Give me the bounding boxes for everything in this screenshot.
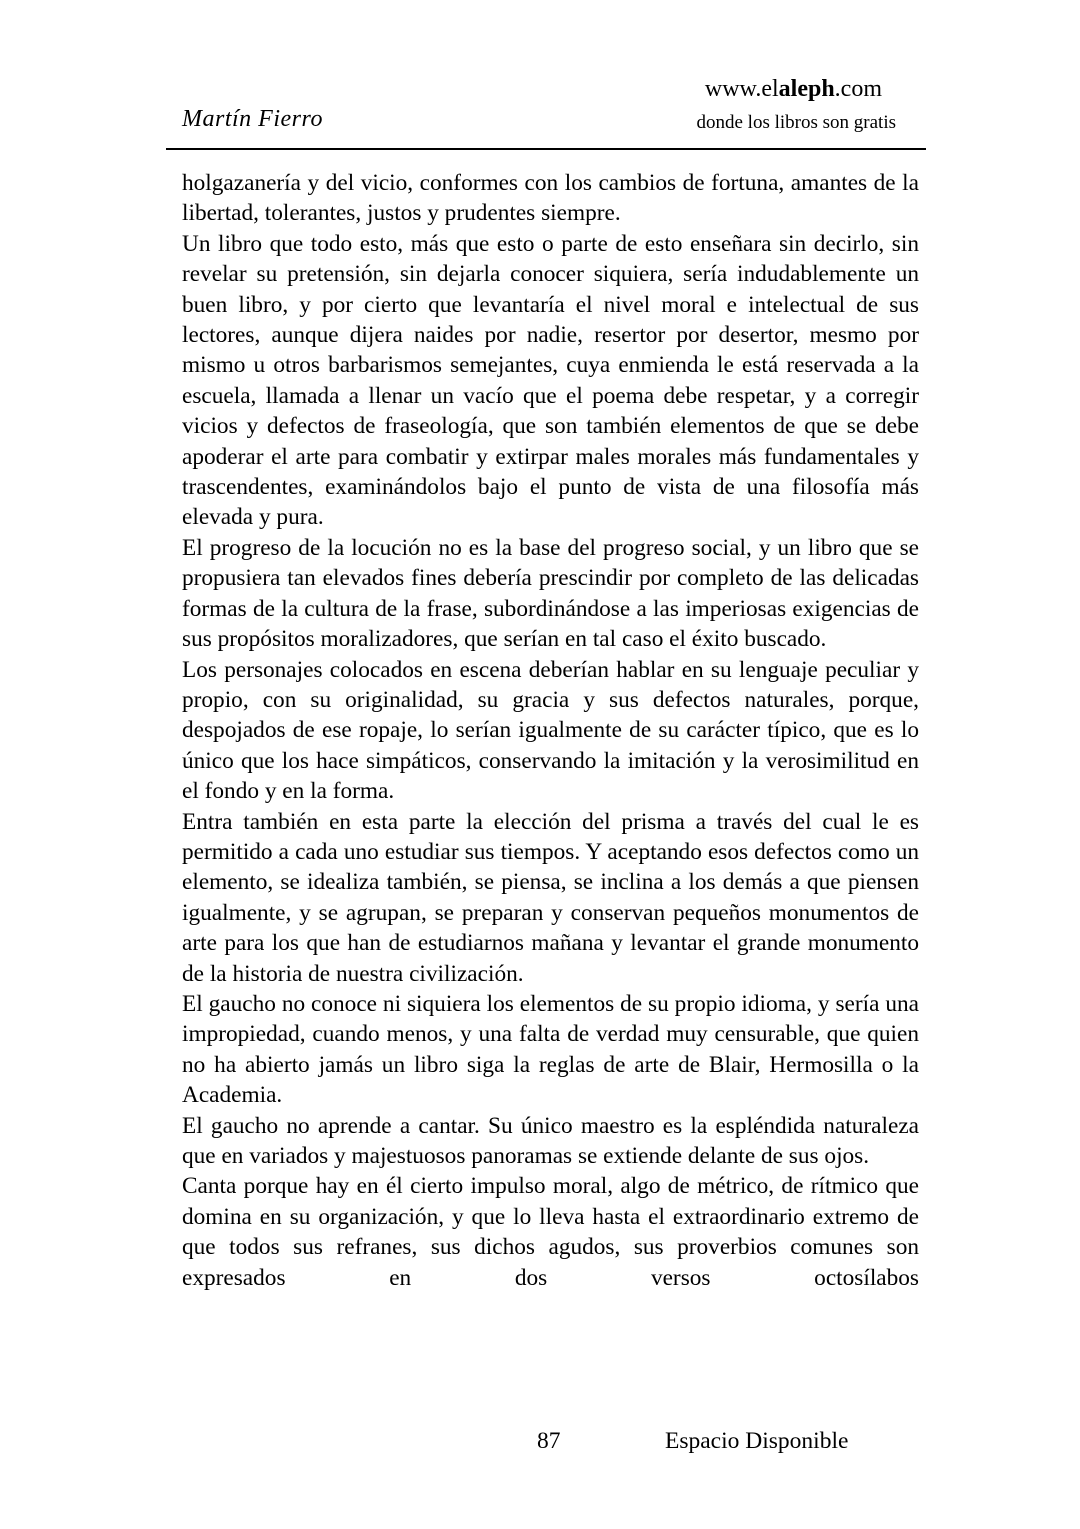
paragraph: El gaucho no conoce ni siquiera los elementos de su propio idioma, y sería una impropiedad, cuando menos, y una falta de verdad muy censurable, que quien no ha abierto jamás un libro siga la reglas de arte de Blair, Hermosilla o la Academia. <box>182 990 919 1109</box>
book-title: Martín Fierro <box>182 106 323 132</box>
paragraph: holgazanería y del vicio, conformes con los cambios de fortuna, amantes de la libertad, tolerantes, justos y prudentes siempre. <box>182 170 919 227</box>
paragraph: Entra también en esta parte la elección del prisma a través del cual le es permitido a cada uno estudiar sus tiempos. Y aceptando esos defectos como un elemento, se idealiza también, se piensa, se inclina a los demás a que piensen igualmente, y se agrupan, se preparan y conservan pequeños monumentos de arte para los que han de estudiarnos mañana y levantar el grande monumento de la historia de nuestra civilización. <box>182 808 919 987</box>
site-url-prefix: www.el <box>704 76 779 102</box>
body-text <box>182 168 919 1293</box>
site-url-suffix: .com <box>834 76 882 102</box>
site-tagline: donde los libros son gratis <box>696 112 896 133</box>
paragraph: Los personajes colocados en escena deberían hablar en su lenguaje peculiar y propio, con su originalidad, su gracia y sus defectos naturales, porque, despojados de ese ropaje, lo serían igualmente de su carácter típico, que es lo único que los hace simpáticos, conservando la imitación y la verosimilitud en el fondo y en la forma. <box>182 656 919 805</box>
footer-label: Espacio Disponible <box>665 1428 849 1454</box>
page-header <box>166 70 926 150</box>
paragraph: Canta porque hay en él cierto impulso moral, algo de métrico, de rítmico que domina en su organización, y que lo lleva hasta el extraordinario extremo de que todos sus refranes, sus dichos agudos, sus proverbios comunes son expresados en dos versos octosílabos <box>182 1173 919 1291</box>
site-url[interactable] <box>705 76 882 103</box>
paragraph: Un libro que todo esto, más que esto o parte de esto enseñara sin decirlo, sin revelar su pretensión, sin dejarla conocer siquiera, sería indudablemente un buen libro, y por cierto que levantaría el nivel moral e intelectual de sus lectores, aunque dijera naides por nadie, resertor por desertor, mesmo por mismo u otros barbarismos semejantes, cuya enmienda le está reservada a la escuela, llamada a llenar un vacío que el poema debe respetar, y a corregir vicios y defectos de fraseología, que son también elementos de que se debe apoderar el arte para combatir y extirpar males morales más fundamentales y trascendentes, examinándolos bajo el punto de vista de una filosofía más elevada y pura. <box>182 230 919 531</box>
page-number: 87 <box>537 1428 561 1454</box>
site-url-brand: aleph <box>778 76 835 102</box>
paragraph: El gaucho no aprende a cantar. Su único maestro es la espléndida naturaleza que en variados y majestuosos panoramas se extiende delante de sus ojos. <box>182 1112 919 1169</box>
page-footer <box>0 1428 1080 1458</box>
paragraph: El progreso de la locución no es la base del progreso social, y un libro que se propusiera tan elevados fines debería prescindir por completo de las delicadas formas de la cultura de la frase, subordinándose a las imperiosas exigencias de sus propósitos moralizadores, que serían en tal caso el éxito buscado. <box>182 534 919 653</box>
